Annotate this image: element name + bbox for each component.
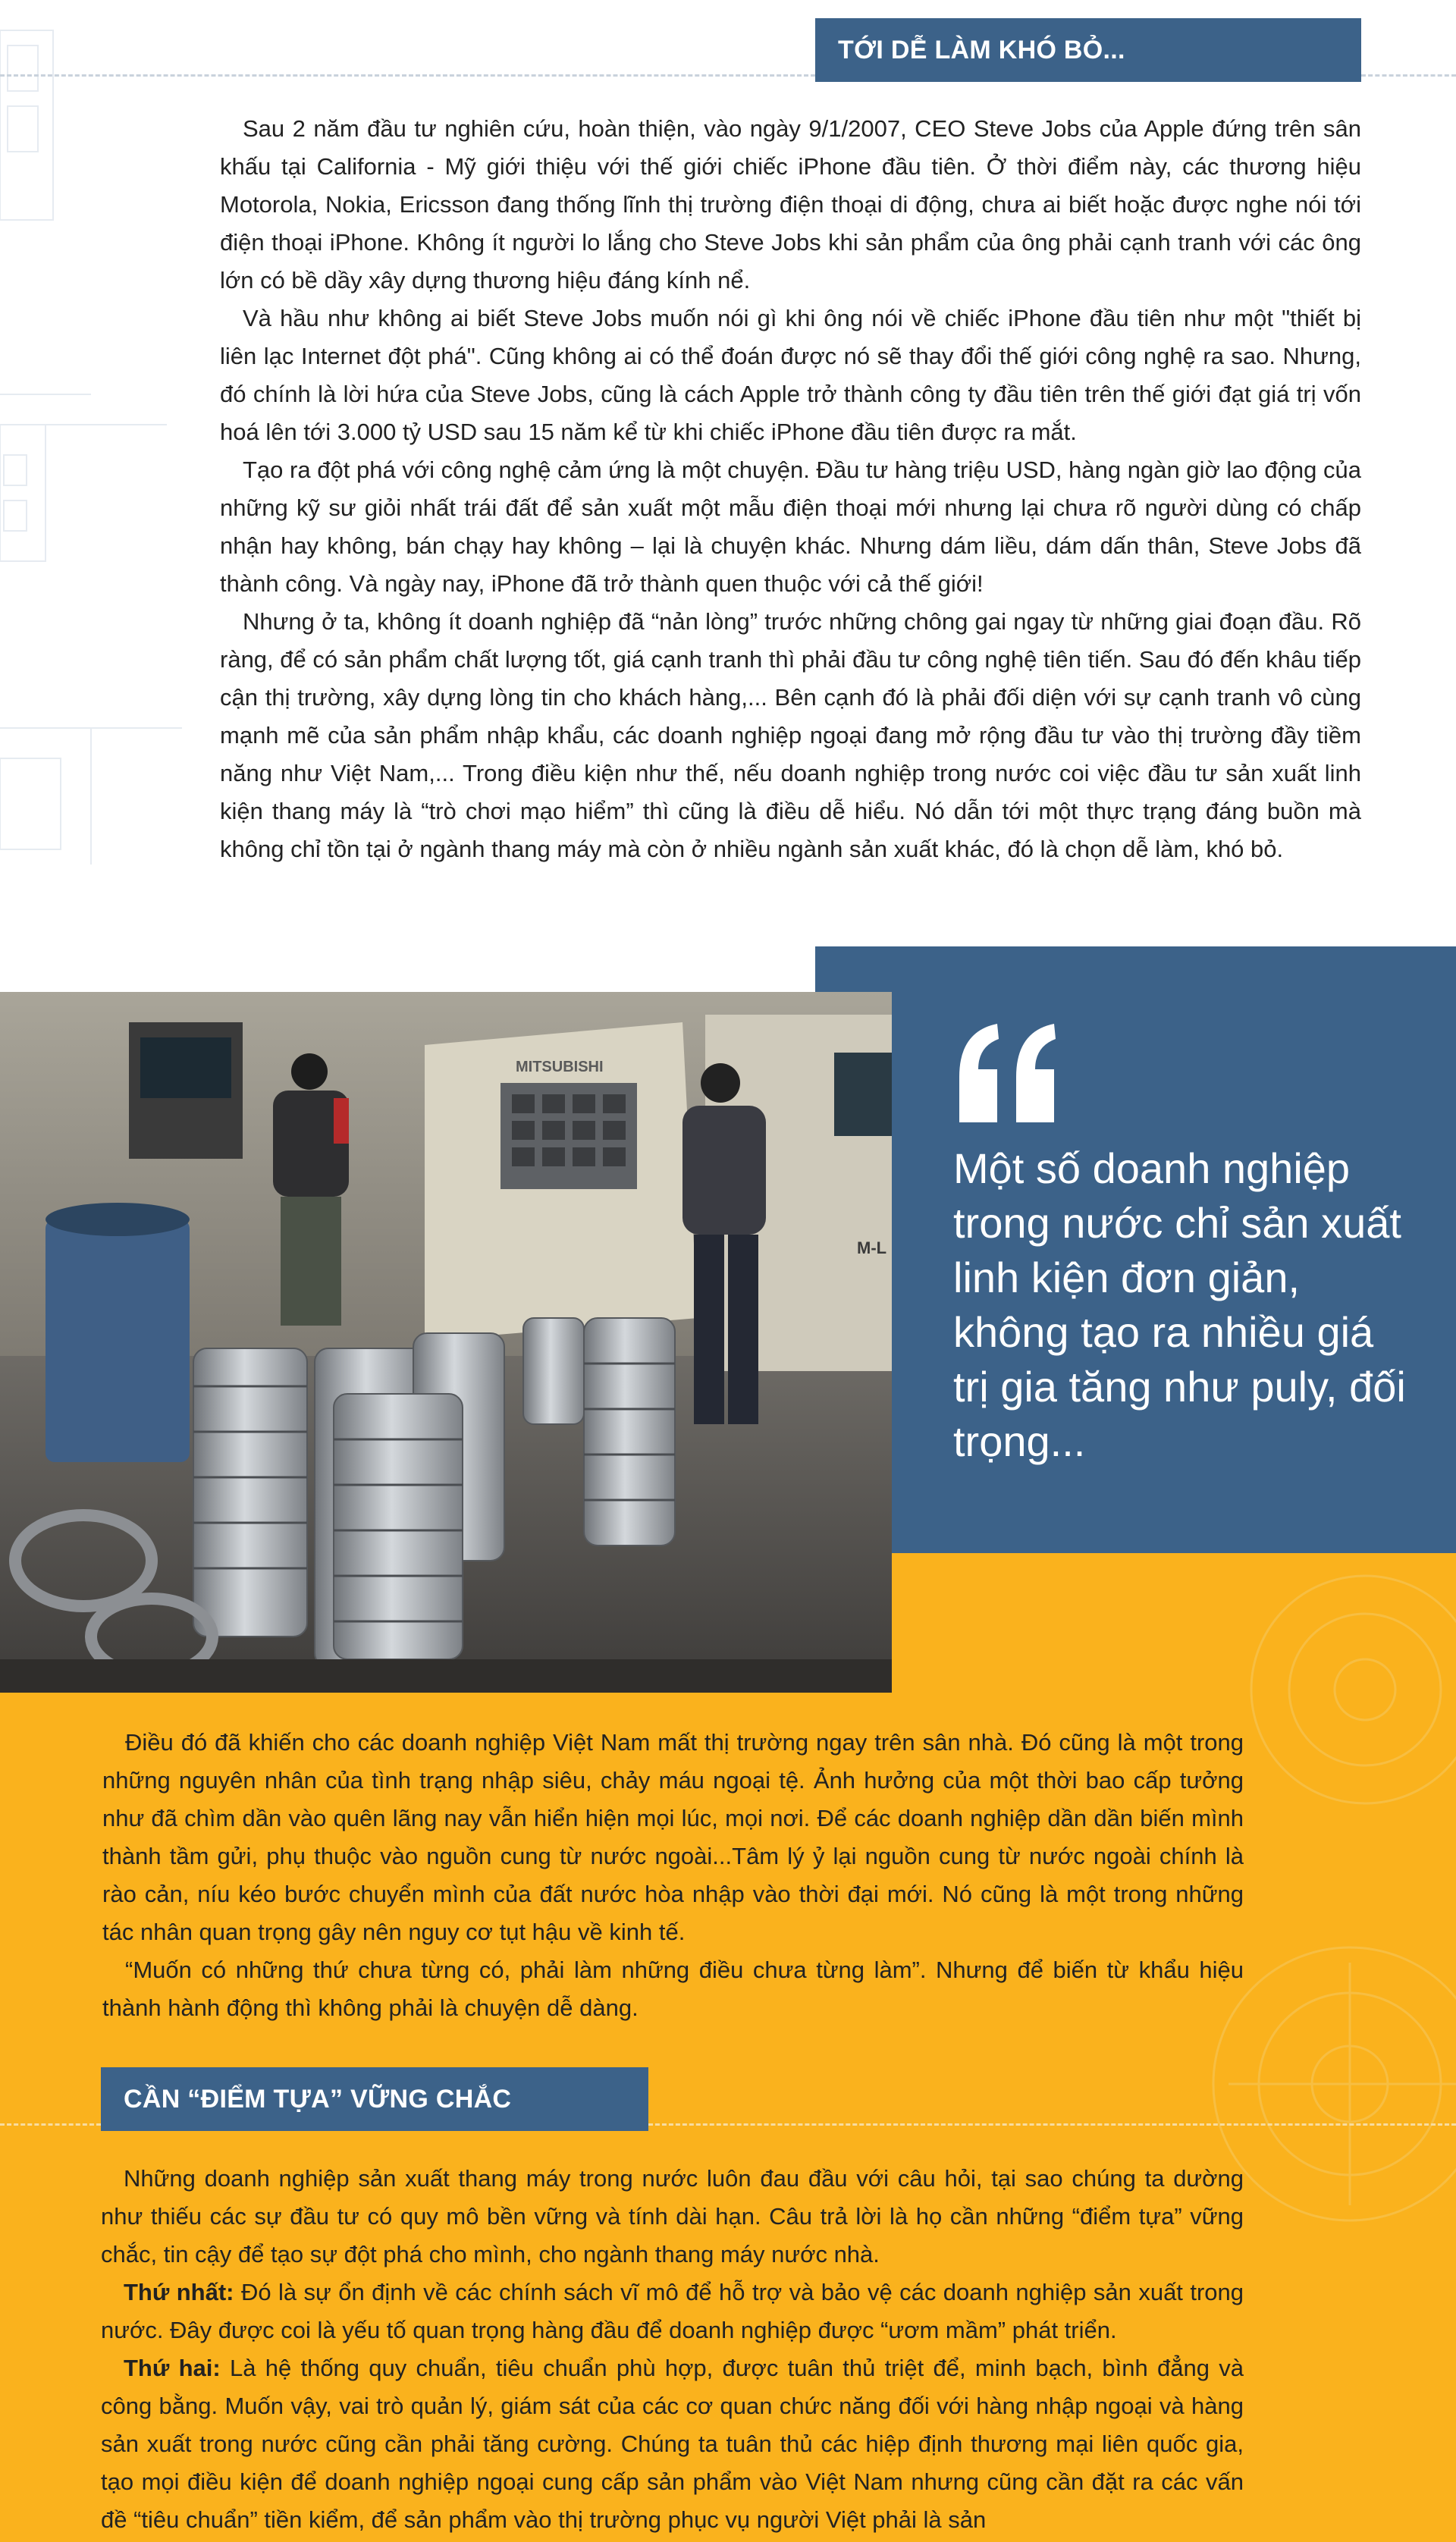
- paragraph: [101, 2274, 1244, 2349]
- point-text: Là hệ thống quy chuẩn, tiêu chuẩn phù hợp, được tuân thủ triệt để, minh bạch, bình đẳng và công bằng. Muốn vậy, vai trò quản lý, giám sát của các cơ quan chức năng đối với hàng nhập ngoại và hàng sản xuất trong nước cũng cần phải tăng cường. Chúng ta tuân thủ các hiệp định thương mại liên quốc gia, tạo mọi điều kiện để doanh nghiệp ngoại cung cấp sản phẩm vào Việt Nam nhưng cũng cần đặt ra các vấn đề “tiêu chuẩn” tiền kiểm, để sản phẩm vào thị trường phục vụ người Việt phải là sản: [101, 2355, 1244, 2533]
- section-body: [220, 110, 1361, 868]
- paragraph: “Muốn có những thứ chưa từng có, phải làm những điều chưa từng làm”. Nhưng để biến từ khẩu hiệu thành hành động thì không phải là chuyện dễ dàng.: [102, 1957, 1244, 2021]
- worker-right: [682, 1063, 766, 1424]
- section-divider: [1361, 74, 1456, 77]
- section-divider: [0, 2123, 101, 2126]
- paragraph: Tạo ra đột phá với công nghệ cảm ứng là một chuyện. Đầu tư hàng triệu USD, hàng ngàn giờ lao động của những kỹ sư giỏi nhất trái đất để sản xuất một mẫu điện thoại mới nhưng lại chưa rõ người dùng có chấp nhận hay không, bán chạy hay không – lại là chuyện khác. Nhưng dám liều, dám dấn thân, Steve Jobs đã thành công. Và ngày nay, iPhone đã trở thành quen thuộc với cả thế giới!: [220, 457, 1361, 597]
- paragraph: Những doanh nghiệp sản xuất thang máy trong nước luôn đau đầu với câu hỏi, tại sao chúng ta dường như thiếu các sự đầu tư có quy mô bền vững và tính dài hạn. Câu trả lời là họ cần những “điểm tựa” vững chắc, tin cậy để tạo sự đột phá cho mình, cho ngành thang máy nước nhà.: [101, 2165, 1244, 2267]
- factory-photo: [0, 992, 892, 1693]
- section-body: [101, 2160, 1244, 2539]
- point-label: Thứ hai:: [124, 2355, 221, 2381]
- machine-brand-label: MITSUBISHI: [516, 1059, 604, 1075]
- paragraph: [101, 2349, 1244, 2539]
- paragraph: Và hầu như không ai biết Steve Jobs muốn nói gì khi ông nói về chiếc iPhone đầu tiên như một "thiết bị liên lạc Internet đột phá". Cũng không ai có thể đoán được nó sẽ thay đổi thế giới công nghệ ra sao. Nhưng, đó chính là lời hứa của Steve Jobs, cũng là cách Apple trở thành công ty đầu tiên trên thế giới đạt giá trị vốn hoá lên tới 3.000 tỷ USD sau 15 năm kể từ khi chiếc iPhone đầu tiên được ra mắt.: [220, 305, 1361, 445]
- point-label: Thứ nhất:: [124, 2279, 234, 2305]
- paragraph: Nhưng ở ta, không ít doanh nghiệp đã “nản lòng” trước những chông gai ngay từ những giai đoạn đầu. Rõ ràng, để có sản phẩm chất lượng tốt, giá cạnh tranh thì phải đầu tư công nghệ tiên tiến. Sau đó đến khâu tiếp cận thị trường, xây dựng lòng tin cho khách hàng,... Bên cạnh đó là phải đối diện với sự cạnh tranh vô cùng mạnh mẽ của sản phẩm nhập khẩu, các doanh nghiệp ngoại đang mở rộng đầu tư vào thị trường đầy tiềm năng như Việt Nam,... Trong điều kiện như thế, nếu doanh nghiệp trong nước coi việc đầu tư sản xuất linh kiện thang máy là “trò chơi mạo hiểm” thì cũng là điều dễ hiểu. Nó dẫn tới một thực trạng đáng buồn mà không chỉ tồn tại ở ngành thang máy mà còn ở nhiều ngành sản xuất khác, đó là chọn dễ làm, khó bỏ.: [220, 608, 1361, 862]
- section-heading: CẦN “ĐIỂM TỰA” VỮNG CHẮC: [101, 2067, 648, 2131]
- section-divider: [648, 2123, 1456, 2126]
- pull-quote: Một số doanh nghiệp trong nước chỉ sản xuất linh kiện đơn giản, không tạo ra nhiều giá trị gia tăng như puly, đối trọng...: [953, 1144, 1406, 1465]
- paragraph: Điều đó đã khiến cho các doanh nghiệp Việt Nam mất thị trường ngay trên sân nhà. Đó cũng là một trong những nguyên nhân của tình trạng nhập siêu, chảy máu ngoại tệ. Ảnh hưởng của một thời bao cấp tưởng như đã chìm dần vào quên lãng nay vẫn hiển hiện mọi lúc, mọi nơi. Để các doanh nghiệp dần dần biến mình thành tầm gửi, phụ thuộc vào nguồn cung từ nước ngoài...Tâm lý ỷ lại nguồn cung từ nước ngoài chính là rào cản, níu kéo bước chuyển mình của đất nước hòa nhập vào thời đại mới. Nó cũng là một trong những tác nhân quan trọng gây nên nguy cơ tụt hậu về kinh tế.: [102, 1729, 1244, 1945]
- point-text: Đó là sự ổn định về các chính sách vĩ mô để hỗ trợ và bảo vệ các doanh nghiệp sản xuất trong nước. Đây được coi là yếu tố quan trọng hàng đầu để doanh nghiệp được “ươm mầm” phát triển.: [101, 2279, 1244, 2343]
- factory-illustration: [0, 992, 892, 1693]
- quote-mark-icon: [952, 1016, 1065, 1130]
- worker-left: [273, 1053, 349, 1326]
- section-heading: TỚI DỄ LÀM KHÓ BỎ...: [815, 18, 1361, 82]
- section-divider: [0, 74, 815, 77]
- section-body-continued: [102, 1724, 1244, 2027]
- machine-model-label: M-L: [857, 1238, 887, 1257]
- paragraph: Sau 2 năm đầu tư nghiên cứu, hoàn thiện, vào ngày 9/1/2007, CEO Steve Jobs của Apple đứng trên sân khấu tại California - Mỹ giới thiệu với thế giới chiếc iPhone đầu tiên. Ở thời điểm này, các thương hiệu Motorola, Nokia, Ericsson đang thống lĩnh thị trường điện thoại di động, chưa ai biết hoặc được nghe nói tới điện thoại iPhone. Không ít người lo lắng cho Steve Jobs khi sản phẩm của ông phải cạnh tranh với các ông lớn có bề dầy xây dựng thương hiệu đáng kính nể.: [220, 115, 1361, 293]
